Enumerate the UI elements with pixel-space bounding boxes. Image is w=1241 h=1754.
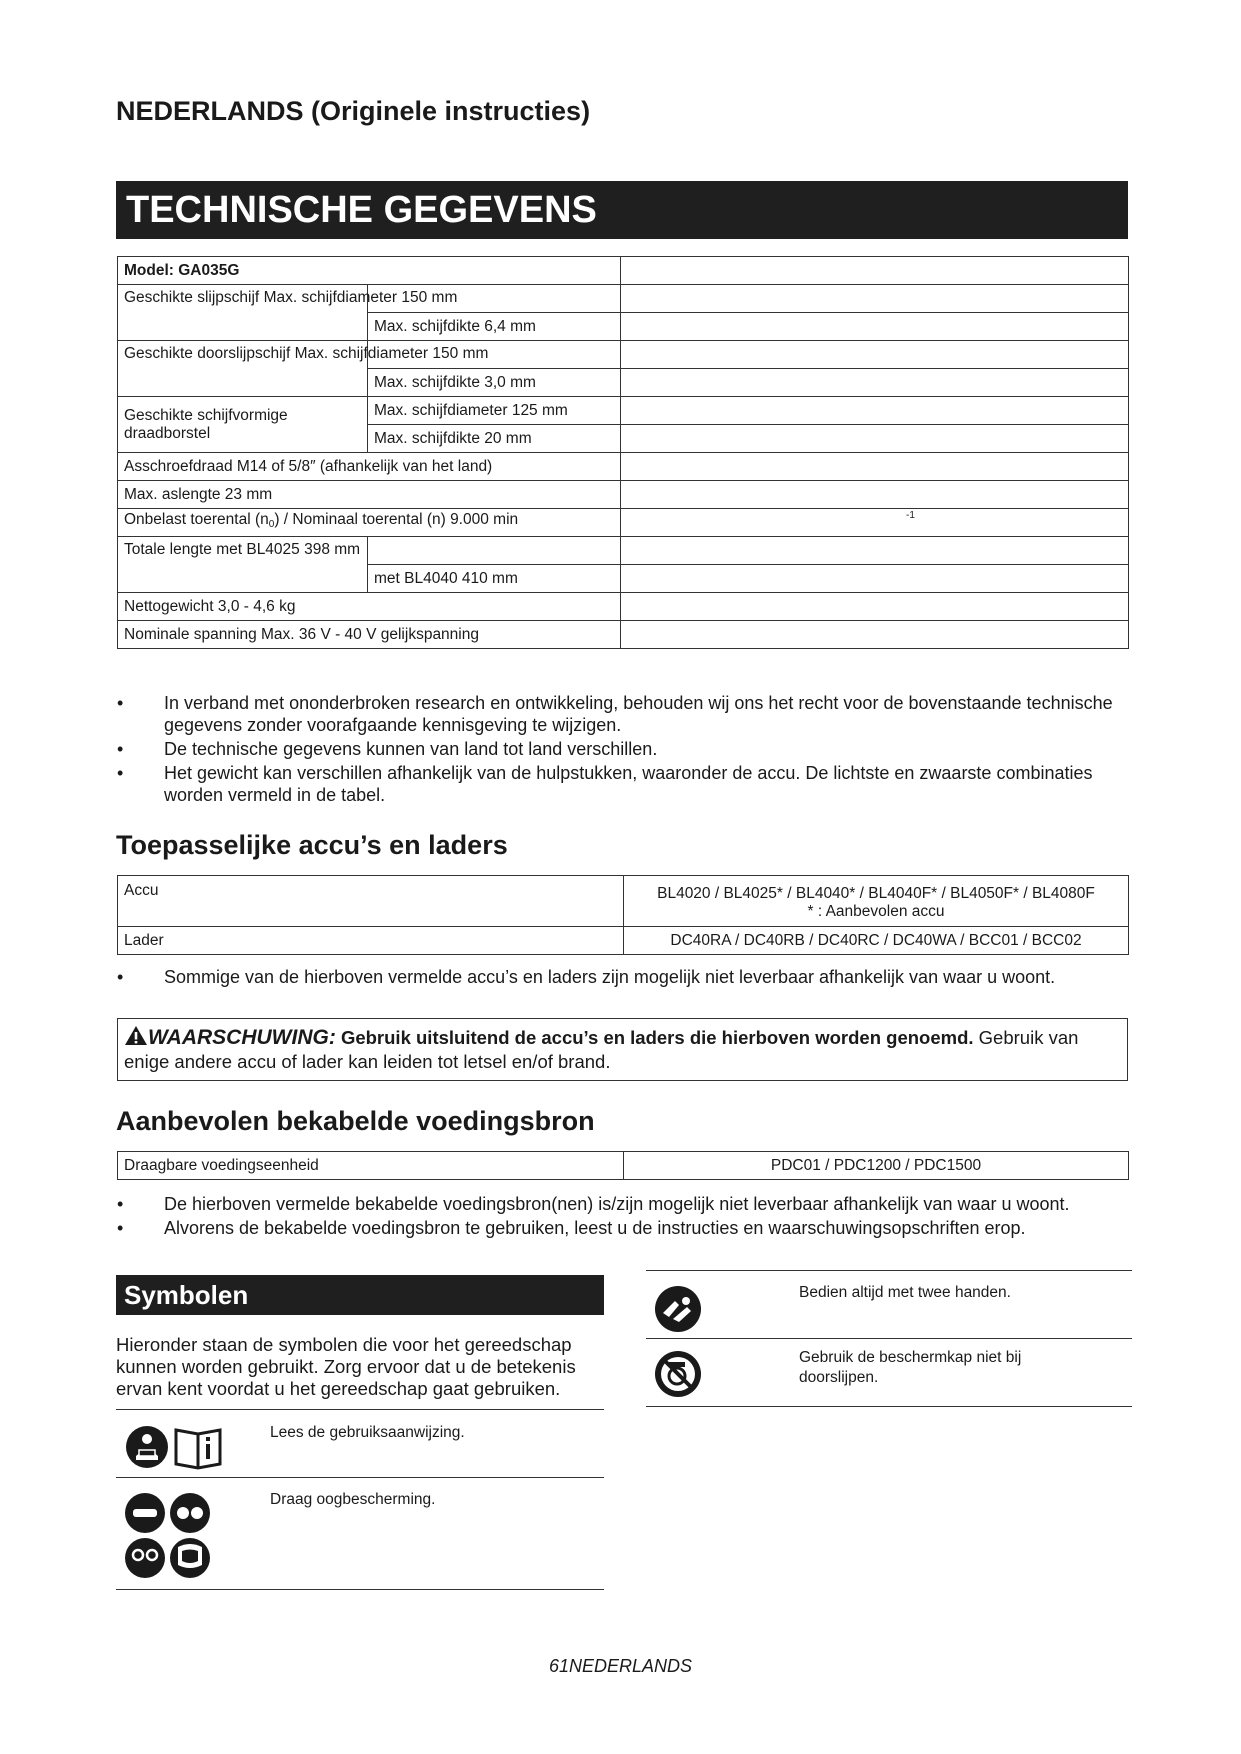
table-row — [118, 453, 1129, 481]
spec-label: Nominale spanning Max. 36 V - 40 V gelijkspanning — [118, 621, 621, 649]
value-cell — [621, 565, 1129, 593]
symbols-banner: Symbolen — [116, 1275, 604, 1315]
no-guard-text: Gebruik de beschermkap niet bij doorslijpen. — [799, 1349, 1022, 1386]
value-cell — [621, 369, 1129, 397]
battery-values: BL4020 / BL4025* / BL4040* / BL4040F* / BL4050F* / BL4080F * : Aanbevolen accu — [624, 876, 1129, 927]
value-cell — [621, 313, 1129, 341]
spec-label: Max. aslengte 23 mm — [118, 481, 621, 509]
power-source-heading: Aanbevolen bekabelde voedingsbron — [116, 1106, 595, 1136]
table-row — [118, 481, 1129, 509]
charger-values: DC40RA / DC40RB / DC40RC / DC40WA / BCC01 / BCC02 — [624, 927, 1129, 955]
power-source-table — [117, 1151, 1129, 1180]
speed-unit-superscript: -1 — [906, 510, 915, 521]
table-row — [118, 257, 1129, 285]
symbol-row-no-guard-cutting — [646, 1340, 1132, 1407]
warning-strong-text: Gebruik uitsluitend de accu’s en laders die hierboven worden genoemd. — [340, 1027, 974, 1048]
list-item: • In verband met ononderbroken research en ontwikkeling, behouden wij ons het recht voor de bovenstaande technische gegevens zonder voorafgaande kennisgeving te wijzigen. — [117, 692, 1127, 736]
warning-label: WAARSCHUWING: — [148, 1026, 336, 1049]
spec-label: Geschikte schijfvormige draadborstel — [118, 397, 368, 453]
no-guard-icon — [653, 1349, 703, 1399]
value-cell — [621, 537, 1129, 565]
symbols-divider — [116, 1409, 604, 1410]
spec-subvalue: Max. schijfdiameter 125 mm — [368, 397, 621, 425]
batteries-heading: Toepasselijke accu’s en laders — [116, 830, 508, 860]
symbol-row-read-manual — [116, 1411, 604, 1478]
symbols-intro: Hieronder staan de symbolen die voor het gereedschap kunnen worden gebruikt. Zorg ervoor dat u de betekenis ervan kent voordat u het gereedschap gaat gebruiken. — [116, 1334, 576, 1399]
table-row — [118, 593, 1129, 621]
table-row — [118, 285, 1129, 313]
battery-label: Accu — [118, 876, 624, 927]
value-cell — [621, 621, 1129, 649]
table-row — [118, 537, 1129, 565]
two-hands-icon — [653, 1285, 703, 1333]
battery-notes-list — [117, 966, 1127, 990]
spec-label: Totale lengte met BL4025 398 mm — [118, 537, 368, 593]
warning-triangle-icon — [124, 1025, 148, 1046]
read-manual-text: Lees de gebruiksaanwijzing. — [270, 1424, 465, 1441]
value-cell — [621, 285, 1129, 313]
warning-box — [117, 1018, 1128, 1081]
value-cell — [621, 453, 1129, 481]
spec-subvalue — [368, 537, 621, 565]
value-cell — [621, 397, 1129, 425]
table-row — [118, 927, 1129, 955]
page-footer: 61NEDERLANDS — [548, 1656, 693, 1676]
batteries-table — [117, 875, 1129, 955]
specifications-table — [117, 256, 1129, 649]
table-row — [118, 397, 1129, 425]
read-manual-icon — [124, 1424, 226, 1470]
table-row — [118, 341, 1129, 369]
spec-subvalue: Max. schijfdikte 20 mm — [368, 425, 621, 453]
symbol-row-two-hands — [646, 1272, 1132, 1339]
model-cell: Model: GA035G — [118, 257, 621, 285]
language-title: NEDERLANDS (Originele instructies) — [116, 96, 591, 126]
symbols-divider — [646, 1270, 1132, 1271]
table-row — [118, 621, 1129, 649]
spec-subvalue: Max. schijfdikte 6,4 mm — [368, 313, 621, 341]
list-item: • Alvorens de bekabelde voedingsbron te gebruiken, leest u de instructies en waarschuwingsopschriften erop. — [117, 1217, 1127, 1239]
two-hands-text: Bedien altijd met twee handen. — [799, 1284, 1011, 1301]
table-row — [118, 1152, 1129, 1180]
spec-label: Asschroefdraad M14 of 5/8″ (afhankelijk van het land) — [118, 453, 621, 481]
list-item: • De technische gegevens kunnen van land tot land verschillen. — [117, 738, 1127, 760]
warning-text: Gebruik van enige andere accu of lader kan leiden tot letsel en/of brand. — [124, 1027, 1079, 1072]
value-cell — [621, 481, 1129, 509]
power-source-value: PDC01 / PDC1200 / PDC1500 — [624, 1152, 1129, 1180]
specs-banner: TECHNISCHE GEGEVENS — [116, 181, 1128, 239]
value-cell — [621, 593, 1129, 621]
spec-label: Geschikte slijpschijf Max. schijfdiameter 150 mm — [118, 285, 368, 341]
eye-protection-icon — [124, 1491, 214, 1581]
charger-label: Lader — [118, 927, 624, 955]
spec-label: Geschikte doorslijpschijf Max. schijfdiameter 150 mm — [118, 341, 368, 397]
spec-subvalue: met BL4040 410 mm — [368, 565, 621, 593]
table-row — [118, 876, 1129, 927]
value-cell — [621, 425, 1129, 453]
spec-label: Onbelast toerental $(n_0)$ / Nominaal toerental (n) 9.000 min — [118, 509, 621, 537]
eye-protection-text: Draag oogbescherming. — [270, 1491, 436, 1508]
value-cell — [621, 341, 1129, 369]
spec-notes-list — [117, 692, 1127, 808]
value-cell — [621, 257, 1129, 285]
value-cell — [621, 509, 1129, 537]
power-notes-list — [117, 1193, 1127, 1241]
list-item: • De hierboven vermelde bekabelde voedingsbron(nen) is/zijn mogelijk niet leverbaar afhankelijk van waar u woont. — [117, 1193, 1127, 1215]
list-item: • Het gewicht kan verschillen afhankelijk van de hulpstukken, waaronder de accu. De lichtste en zwaarste combinaties worden vermeld in de tabel. — [117, 762, 1127, 806]
symbol-row-eye-protection — [116, 1479, 604, 1590]
list-item: • Sommige van de hierboven vermelde accu’s en laders zijn mogelijk niet leverbaar afhankelijk van waar u woont. — [117, 966, 1127, 988]
spec-label: Nettogewicht 3,0 - 4,6 kg — [118, 593, 621, 621]
spec-subvalue: Max. schijfdikte 3,0 mm — [368, 369, 621, 397]
power-source-label: Draagbare voedingseenheid — [118, 1152, 624, 1180]
table-row — [118, 509, 1129, 537]
